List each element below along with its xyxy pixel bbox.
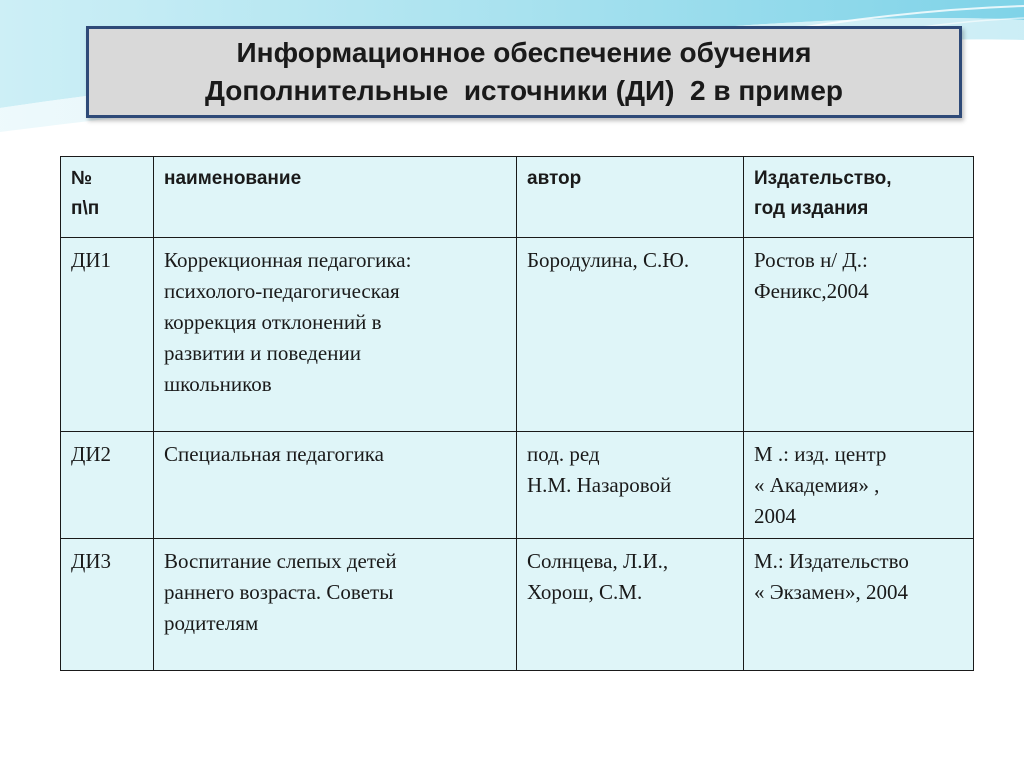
header-title: [154, 157, 517, 238]
header-author: [517, 157, 744, 238]
slide-title-line-1: Информационное обеспечение обучения: [236, 37, 812, 68]
slide-title-box: [86, 26, 962, 118]
cell-publisher-text: Ростов н/ Д.: Феникс,2004: [754, 248, 869, 303]
cell-author-text: под. ред Н.М. Назаровой: [527, 442, 672, 497]
table-row: [61, 238, 974, 432]
cell-author: [517, 539, 744, 671]
cell-author-text: Бородулина, С.Ю.: [527, 248, 690, 272]
cell-author: [517, 432, 744, 539]
header-number: [61, 157, 154, 238]
cell-number: [61, 432, 154, 539]
cell-author: [517, 238, 744, 432]
cell-title: [154, 238, 517, 432]
cell-publisher: [744, 238, 974, 432]
header-title-text: наименование: [164, 168, 302, 189]
cell-number-text: ДИ3: [71, 549, 111, 573]
cell-number: [61, 539, 154, 671]
table-row: [61, 539, 974, 671]
cell-title-text: Воспитание слепых детей раннего возраста. Советы родителям: [164, 549, 397, 635]
cell-title-text: Специальная педагогика: [164, 442, 385, 466]
table-header-row: [61, 157, 974, 238]
header-publisher: [744, 157, 974, 238]
cell-publisher-text: М .: изд. центр « Академия» , 2004: [754, 442, 887, 528]
sources-table: [60, 156, 974, 671]
cell-publisher-text: М.: Издательство « Экзамен», 2004: [754, 549, 909, 604]
cell-title: [154, 432, 517, 539]
cell-number-text: ДИ1: [71, 248, 111, 272]
cell-title: [154, 539, 517, 671]
cell-publisher: [744, 539, 974, 671]
header-publisher-text: Издательство, год издания: [754, 168, 892, 219]
header-author-text: автор: [527, 168, 582, 189]
slide-title-line-2: Дополнительные источники (ДИ) 2 в пример: [204, 75, 844, 106]
table-row: [61, 432, 974, 539]
cell-author-text: Солнцева, Л.И., Хорош, С.М.: [527, 549, 669, 604]
cell-number-text: ДИ2: [71, 442, 111, 466]
header-number-text: № п\п: [71, 168, 100, 219]
cell-number: [61, 238, 154, 432]
cell-title-text: Коррекционная педагогика: психолого-педагогическая коррекция отклонений в развитии и поведении школьников: [164, 248, 412, 396]
cell-publisher: [744, 432, 974, 539]
